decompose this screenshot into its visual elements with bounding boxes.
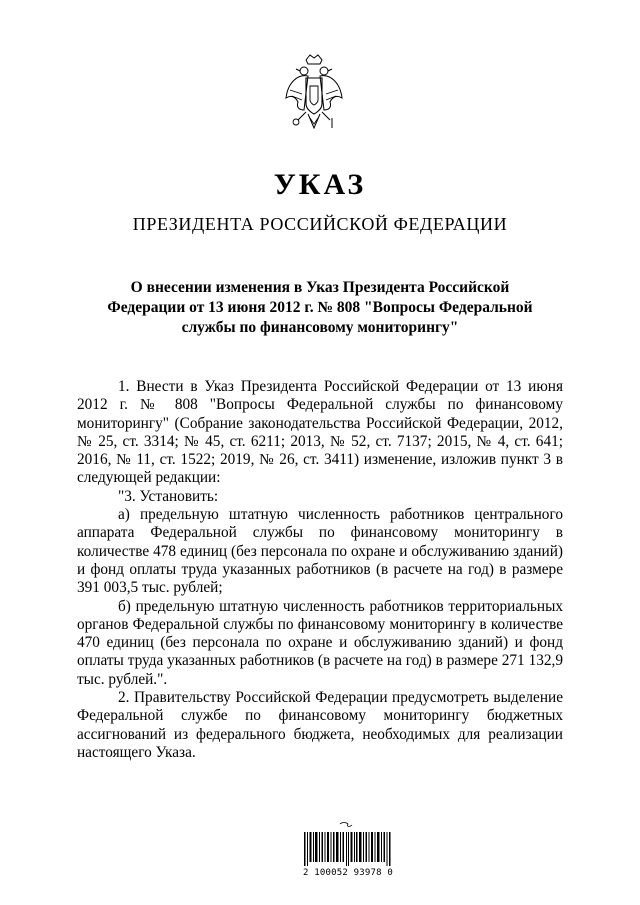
barcode-icon — [300, 820, 396, 868]
paragraph-a: а) предельную штатную численность работников центрального аппарата Федеральной службы по финансовому мониторингу в количестве 478 единиц (без персонала по охране и обслуживанию зданий) и фонд оплаты труда указанных работников (в расчете на год) в размере 391 003,5 тыс. рублей; — [77, 506, 563, 597]
paragraph-establish: "3. Установить: — [118, 487, 219, 505]
document-title: УКАЗ — [273, 168, 367, 201]
paragraph-b: б) предельную штатную численность работников территориальных органов Федеральной службы по финансовому мониторингу в количестве 470 единиц (без персонала по охране и обслуживанию зданий) и фонд оплаты труда указанных работников (в расчете на год) в размере 271 132,9 тыс. рублей.". — [77, 597, 563, 688]
document-subtitle: ПРЕЗИДЕНТА РОССИЙСКОЙ ФЕДЕРАЦИИ — [132, 214, 508, 234]
coat-of-arms-icon — [282, 54, 346, 144]
decree-heading: О внесении изменения в Указ Президента Российской Федерации от 13 июня 2012 г. № 808 "Вопросы Федеральной службы по финансовому мониторингу" — [107, 279, 533, 336]
barcode — [300, 820, 396, 882]
decree-body — [77, 378, 563, 762]
barcode-number: 2 100052 93978 0 — [303, 868, 393, 878]
paragraph-1: 1. Внести в Указ Президента Российской Федерации от 13 июня 2012 г. № 808 "Вопросы Федеральной службы по финансовому мониторингу" (Собрание законодательства Российской Федерации, 2012, № 25, ст. 3314; № 45, ст. 6211; 2013, № 52, ст. 7137; 2015, № 4, ст. 641; 2016, № 11, ст. 1522; 2019, № 26, ст. 3411) изменение, изложив пункт 3 в следующей редакции: — [77, 378, 563, 487]
paragraph-2: 2. Правительству Российской Федерации предусмотреть выделение Федеральной службе по финансовому мониторингу бюджетных ассигнований из федерального бюджета, необходимых для реализации настоящего Указа. — [77, 689, 563, 761]
